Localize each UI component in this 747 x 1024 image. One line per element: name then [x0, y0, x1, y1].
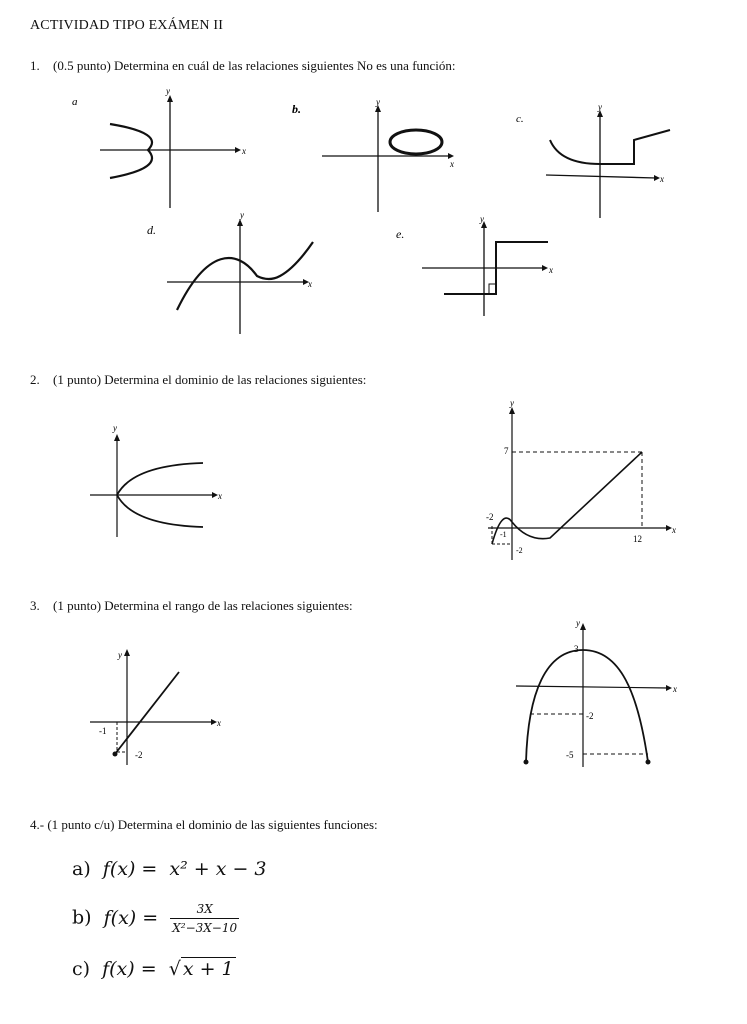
tick-neg-x: -1 [99, 726, 107, 736]
q1-graph-a [70, 88, 260, 218]
svg-text:x: x [217, 718, 221, 728]
item-label: a) [72, 858, 91, 880]
tick-top: 3 [574, 644, 579, 654]
q2-graph-2 [478, 398, 688, 568]
svg-text:y: y [118, 650, 122, 660]
denominator: X²−3X−10 [170, 918, 239, 935]
svg-text:x: x [242, 146, 246, 156]
svg-text:x: x [450, 159, 454, 169]
svg-text:x: x [660, 174, 664, 184]
svg-text:x: x [549, 265, 553, 275]
square-root [169, 958, 236, 980]
q1-graph-b [290, 97, 470, 220]
svg-text:x: x [672, 525, 676, 535]
svg-text:y: y [240, 210, 244, 220]
svg-text:y: y [376, 97, 380, 107]
graph-label-d: d. [147, 223, 156, 237]
tick-neg-y: -2 [135, 750, 143, 760]
item-label: c) [72, 958, 91, 980]
q1-graph-d [145, 210, 330, 338]
tick-bottom: -2 [516, 546, 523, 555]
question-3 [30, 598, 353, 614]
svg-text:x: x [673, 684, 677, 694]
graph-label-b: b. [292, 102, 301, 116]
svg-text:y: y [598, 102, 602, 112]
graph-label-a: a [72, 96, 78, 108]
question-1 [30, 58, 456, 74]
question-text: (1 punto) Determina el dominio de las relaciones siguientes: [53, 372, 367, 387]
question-4-heading: 4.- (1 punto c/u) Determina el dominio de las siguientes funciones: [30, 817, 378, 832]
tick-neg-y: -2 [486, 512, 494, 522]
tick-bottom: -5 [566, 750, 574, 760]
function-a [72, 858, 267, 880]
svg-text:y: y [113, 423, 117, 433]
svg-text:y: y [480, 214, 484, 224]
function-lhs: f(x) = [102, 958, 157, 980]
tick-neg-x: -1 [500, 530, 507, 539]
svg-text:y: y [510, 398, 514, 408]
function-lhs: f(x) = [103, 906, 159, 929]
numerator: 3X [196, 902, 213, 916]
item-label: b) [72, 906, 92, 929]
tick-y-7: 7 [504, 446, 509, 456]
fraction [170, 902, 239, 935]
function-lhs: f(x) = [102, 858, 158, 880]
q1-graph-e [392, 214, 567, 318]
tick-x-12: 12 [633, 534, 642, 544]
svg-text:y: y [166, 86, 170, 96]
tick-mid: -2 [586, 711, 594, 721]
q2-graph-1 [85, 425, 245, 545]
question-2 [30, 372, 366, 388]
graph-label-e: e. [396, 227, 405, 241]
page-title: ACTIVIDAD TIPO EXÁMEN II [30, 18, 224, 33]
question-text: (0.5 punto) Determina en cuál de las relaciones siguientes No es una función: [53, 58, 456, 73]
function-c [72, 958, 236, 980]
function-rhs: x² + x − 3 [169, 858, 267, 880]
question-number: 1. [30, 58, 40, 73]
question-text: (1 punto) Determina el rango de las relaciones siguientes: [53, 598, 353, 613]
radicand: x + 1 [182, 958, 234, 980]
q3-graph-1 [85, 640, 245, 770]
q3-graph-2 [508, 612, 683, 772]
question-number: 3. [30, 598, 40, 613]
graph-label-c: c. [516, 113, 524, 125]
sqrt-symbol: √ [168, 958, 181, 980]
svg-text:x: x [218, 491, 222, 501]
function-b [72, 902, 239, 935]
svg-text:y: y [576, 618, 580, 628]
question-number: 2. [30, 372, 40, 387]
svg-text:x: x [308, 279, 312, 289]
q1-graph-c [510, 100, 690, 220]
